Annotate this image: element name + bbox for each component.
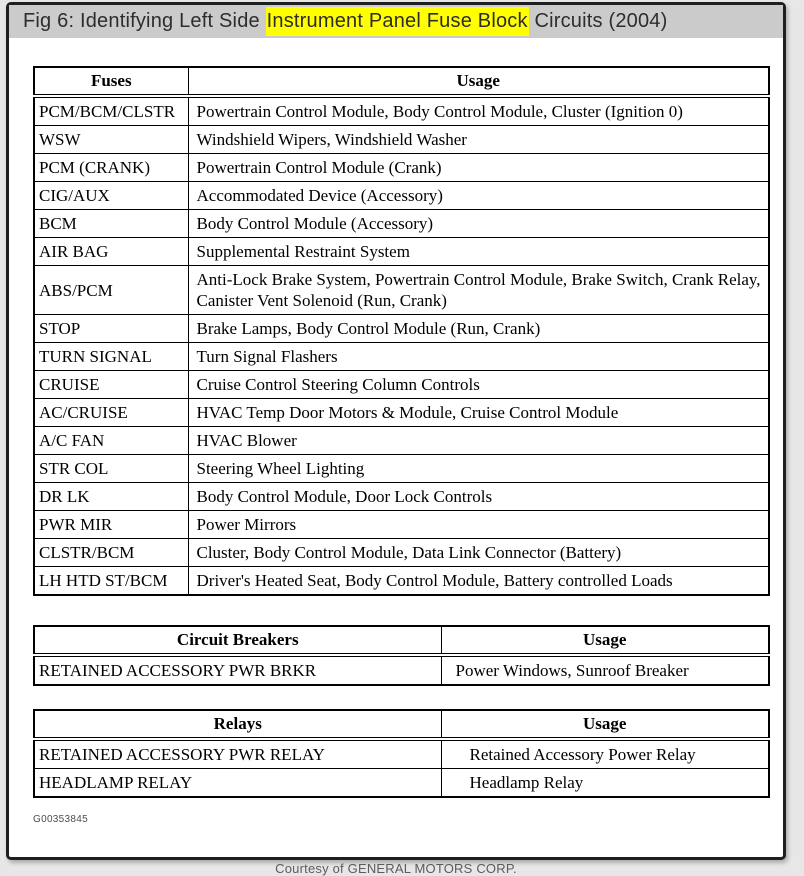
usage-cell: Powertrain Control Module (Crank) [188, 154, 769, 182]
table-row [34, 567, 769, 596]
label-cell: LH HTD ST/BCM [34, 567, 188, 596]
usage-cell: HVAC Temp Door Motors & Module, Cruise Control Module [188, 399, 769, 427]
label-cell: ABS/PCM [34, 266, 188, 315]
table-row [34, 483, 769, 511]
label-cell: PCM/BCM/CLSTR [34, 96, 188, 126]
usage-cell: Brake Lamps, Body Control Module (Run, Crank) [188, 315, 769, 343]
usage-cell: Retained Accessory Power Relay [441, 739, 769, 769]
label-cell: BCM [34, 210, 188, 238]
figure-content [9, 66, 783, 798]
table-row [34, 238, 769, 266]
label-cell: RETAINED ACCESSORY PWR RELAY [34, 739, 441, 769]
usage-cell: Cruise Control Steering Column Controls [188, 371, 769, 399]
label-cell: DR LK [34, 483, 188, 511]
table-row [34, 655, 769, 685]
table-row [34, 210, 769, 238]
fuse-table-header-row [34, 67, 769, 96]
fuse-table-header-fuses: Fuses [34, 67, 188, 96]
usage-cell: Headlamp Relay [441, 769, 769, 798]
label-cell: RETAINED ACCESSORY PWR BRKR [34, 655, 441, 685]
figure-page [6, 2, 786, 876]
table-row [34, 511, 769, 539]
relay-table-header-usage: Usage [441, 710, 769, 739]
table-row [34, 154, 769, 182]
label-cell: AIR BAG [34, 238, 188, 266]
figure-title-prefix: Fig 6: Identifying Left Side [23, 10, 266, 32]
circuit-breaker-table [33, 625, 770, 686]
table-row [34, 315, 769, 343]
figure-id: G00353845 [33, 814, 88, 825]
label-cell: HEADLAMP RELAY [34, 769, 441, 798]
usage-cell: Cluster, Body Control Module, Data Link Connector (Battery) [188, 539, 769, 567]
usage-cell: Steering Wheel Lighting [188, 455, 769, 483]
table-row [34, 455, 769, 483]
label-cell: AC/CRUISE [34, 399, 188, 427]
label-cell: STR COL [34, 455, 188, 483]
usage-cell: Turn Signal Flashers [188, 343, 769, 371]
usage-cell: Body Control Module, Door Lock Controls [188, 483, 769, 511]
label-cell: CRUISE [34, 371, 188, 399]
table-row [34, 427, 769, 455]
table-row [34, 539, 769, 567]
table-row [34, 739, 769, 769]
label-cell: CIG/AUX [34, 182, 188, 210]
table-row [34, 182, 769, 210]
table-row [34, 343, 769, 371]
relay-table-header-relays: Relays [34, 710, 441, 739]
courtesy-line: Courtesy of GENERAL MOTORS CORP. [275, 861, 517, 876]
breaker-table-header-breakers: Circuit Breakers [34, 626, 441, 655]
table-row [34, 126, 769, 154]
label-cell: A/C FAN [34, 427, 188, 455]
relay-table [33, 709, 770, 798]
relay-table-header-row [34, 710, 769, 739]
breaker-table-header-usage: Usage [441, 626, 769, 655]
usage-cell: Accommodated Device (Accessory) [188, 182, 769, 210]
label-cell: CLSTR/BCM [34, 539, 188, 567]
table-row [34, 96, 769, 126]
label-cell: PWR MIR [34, 511, 188, 539]
table-row [34, 399, 769, 427]
label-cell: STOP [34, 315, 188, 343]
usage-cell: Supplemental Restraint System [188, 238, 769, 266]
usage-cell: Body Control Module (Accessory) [188, 210, 769, 238]
usage-cell: HVAC Blower [188, 427, 769, 455]
table-row [34, 371, 769, 399]
usage-cell: Anti-Lock Brake System, Powertrain Control Module, Brake Switch, Crank Relay, Canister Vent Solenoid (Run, Crank) [188, 266, 769, 315]
figure-title-highlight: Instrument Panel Fuse Block [266, 7, 529, 36]
figure-title-bar [9, 5, 783, 38]
usage-cell: Powertrain Control Module, Body Control Module, Cluster (Ignition 0) [188, 96, 769, 126]
table-row [34, 769, 769, 798]
usage-cell: Power Mirrors [188, 511, 769, 539]
usage-cell: Power Windows, Sunroof Breaker [441, 655, 769, 685]
fuse-table [33, 66, 770, 596]
breaker-table-header-row [34, 626, 769, 655]
figure-title-suffix: Circuits (2004) [528, 10, 668, 32]
label-cell: PCM (CRANK) [34, 154, 188, 182]
label-cell: TURN SIGNAL [34, 343, 188, 371]
usage-cell: Driver's Heated Seat, Body Control Module, Battery controlled Loads [188, 567, 769, 596]
usage-cell: Windshield Wipers, Windshield Washer [188, 126, 769, 154]
label-cell: WSW [34, 126, 188, 154]
table-row [34, 266, 769, 315]
fuse-table-header-usage: Usage [188, 67, 769, 96]
